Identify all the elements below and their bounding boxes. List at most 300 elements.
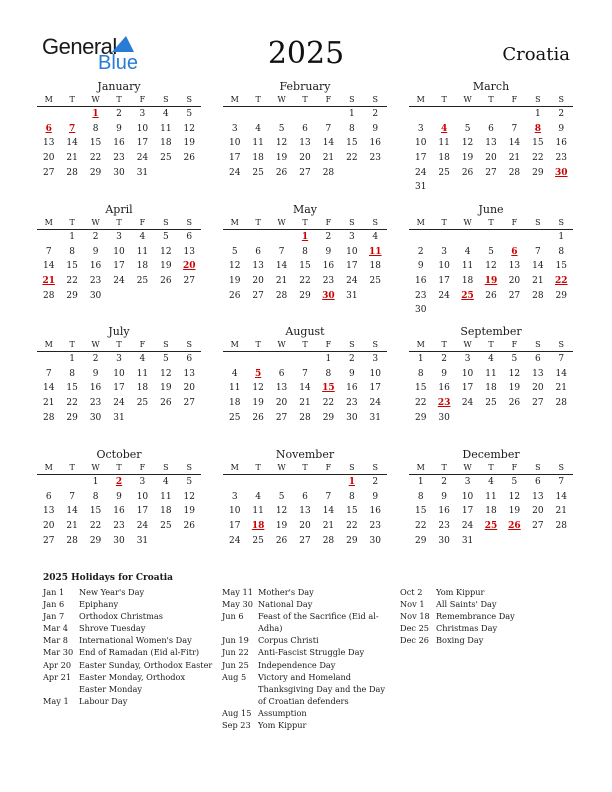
empty-day-cell — [270, 352, 293, 367]
day-cell: 19 — [183, 138, 195, 149]
weekday-label: T — [302, 95, 308, 104]
day-cell: 8 — [348, 123, 355, 134]
day-cell: 9 — [116, 491, 122, 502]
day-cell: 27 — [42, 167, 55, 178]
day-cell: 23 — [555, 153, 567, 164]
holiday-date: Jan 7 — [43, 611, 65, 622]
weekday-label: T — [488, 340, 494, 349]
holiday-item — [222, 659, 392, 671]
day-cell: 2 — [116, 109, 122, 119]
day-cell: 19 — [508, 506, 521, 517]
weekday-label: T — [255, 218, 261, 227]
day-cell: 9 — [348, 368, 355, 379]
holiday-day-cell: 1 — [348, 477, 355, 487]
day-cell: 14 — [508, 138, 521, 149]
empty-day-cell — [223, 107, 246, 122]
empty-day-cell — [270, 475, 293, 490]
day-cell: 19 — [275, 153, 288, 164]
day-cell: 8 — [69, 368, 75, 379]
weekday-header — [409, 94, 573, 107]
month-december — [409, 448, 573, 548]
holiday-item — [43, 659, 213, 671]
day-cell: 18 — [160, 506, 172, 517]
month-name: February — [279, 80, 331, 93]
weekday-header — [37, 217, 201, 230]
day-cell: 26 — [461, 167, 474, 178]
empty-day-cell — [526, 230, 549, 245]
day-cell: 13 — [275, 383, 288, 394]
day-cell: 18 — [252, 153, 264, 164]
month-name: January — [97, 80, 141, 93]
day-cell: 12 — [160, 246, 172, 257]
day-cell: 5 — [511, 477, 518, 487]
holiday-name: International Women's Day — [79, 635, 192, 646]
holiday-day-cell: 1 — [301, 232, 309, 242]
day-cell: 30 — [438, 535, 450, 546]
holiday-day-cell: 7 — [69, 123, 76, 134]
day-cell: 12 — [508, 491, 521, 502]
weekday-label: T — [441, 340, 447, 349]
day-cell: 28 — [66, 167, 78, 178]
holiday-item — [222, 707, 392, 719]
day-cell: 16 — [322, 261, 335, 272]
weekday-label: T — [69, 463, 75, 472]
day-cell: 22 — [299, 276, 311, 287]
day-grid — [409, 352, 573, 425]
day-cell: 13 — [42, 506, 55, 517]
holiday-date: Apr 20 — [43, 659, 72, 670]
day-cell: 25 — [438, 167, 450, 178]
holiday-name: Labour Day — [79, 695, 128, 706]
day-cell: 1 — [534, 109, 541, 119]
weekday-label: W — [277, 463, 286, 472]
weekday-label: W — [91, 95, 100, 104]
empty-day-cell — [37, 107, 60, 122]
day-cell: 11 — [136, 368, 149, 379]
day-cell: 21 — [275, 276, 288, 287]
holiday-name: Feast of the Sacrifice (Eid al-Adha) — [258, 611, 379, 634]
month-name: October — [96, 448, 142, 461]
day-cell: 29 — [89, 167, 102, 178]
country-title: Croatia — [502, 44, 570, 65]
day-cell: 24 — [113, 398, 125, 409]
day-cell: 17 — [136, 138, 149, 149]
day-cell: 3 — [231, 491, 238, 502]
day-cell: 13 — [532, 368, 544, 379]
weekday-label: W — [463, 463, 472, 472]
weekday-label: S — [535, 218, 541, 227]
weekday-label: S — [558, 218, 565, 227]
holiday-name: Independence Day — [258, 659, 336, 670]
day-cell: 26 — [183, 521, 195, 532]
day-cell: 1 — [558, 232, 565, 242]
day-cell: 3 — [417, 123, 424, 134]
day-cell: 4 — [231, 368, 238, 379]
day-cell: 12 — [160, 368, 172, 379]
holiday-date: Aug 5 — [222, 671, 247, 682]
day-cell: 1 — [69, 354, 75, 364]
weekday-header — [223, 217, 387, 230]
day-cell: 15 — [346, 138, 358, 149]
day-cell: 25 — [160, 521, 172, 532]
day-cell: 17 — [136, 506, 149, 517]
day-cell: 11 — [228, 383, 241, 394]
day-cell: 31 — [414, 182, 427, 193]
day-grid — [223, 475, 387, 548]
empty-day-cell — [37, 475, 60, 490]
generalblue-logo — [42, 34, 139, 74]
holiday-day-cell: 26 — [508, 521, 521, 532]
empty-day-cell — [503, 107, 526, 122]
weekday-label: T — [488, 463, 494, 472]
holiday-date: Jan 1 — [43, 587, 65, 597]
empty-day-cell — [246, 107, 269, 122]
month-august — [223, 325, 387, 425]
day-cell: 14 — [66, 506, 78, 517]
day-cell: 3 — [116, 232, 122, 242]
weekday-header — [223, 462, 387, 475]
holiday-name: Epiphany — [79, 599, 119, 610]
day-grid — [409, 107, 573, 195]
day-grid — [223, 352, 387, 425]
day-cell: 14 — [322, 506, 335, 517]
day-cell: 10 — [414, 138, 427, 149]
day-cell: 2 — [558, 109, 565, 119]
day-cell: 20 — [42, 153, 55, 164]
day-cell: 2 — [441, 477, 447, 487]
day-cell: 24 — [414, 167, 427, 178]
logo-general-text: General — [42, 34, 117, 59]
weekday-label: S — [372, 95, 379, 104]
day-cell: 19 — [275, 521, 288, 532]
holiday-item — [222, 671, 392, 707]
day-cell: 15 — [89, 506, 102, 517]
weekday-label: F — [139, 218, 146, 227]
empty-day-cell — [246, 352, 269, 367]
day-cell: 26 — [228, 290, 241, 301]
day-cell: 27 — [485, 167, 497, 178]
day-cell: 20 — [252, 276, 264, 287]
weekday-label: S — [372, 463, 379, 472]
empty-day-cell — [293, 107, 316, 122]
day-cell: 8 — [69, 246, 75, 257]
month-name: November — [275, 448, 335, 461]
weekday-label: F — [139, 463, 146, 472]
holiday-date: Dec 25 — [400, 623, 430, 634]
day-cell: 3 — [372, 354, 379, 364]
day-cell: 9 — [441, 368, 447, 379]
day-cell: 11 — [136, 246, 149, 257]
holiday-item — [43, 695, 213, 707]
month-may — [223, 203, 387, 303]
day-cell: 15 — [66, 261, 78, 272]
holiday-name: Remembrance Day — [436, 611, 515, 622]
holiday-item — [222, 646, 392, 658]
day-grid — [409, 230, 573, 318]
weekday-label: T — [302, 218, 308, 227]
day-cell: 27 — [42, 535, 55, 546]
empty-day-cell — [60, 475, 83, 490]
day-cell: 8 — [417, 491, 424, 502]
day-cell: 21 — [42, 398, 55, 409]
day-cell: 19 — [160, 261, 172, 272]
day-cell: 11 — [160, 123, 172, 134]
weekday-label: T — [116, 95, 122, 104]
empty-day-cell — [479, 107, 502, 122]
holiday-item — [400, 622, 570, 634]
day-cell: 19 — [508, 383, 521, 394]
day-cell: 20 — [275, 398, 288, 409]
day-cell: 22 — [322, 398, 335, 409]
day-cell: 21 — [322, 153, 335, 164]
day-cell: 2 — [92, 232, 99, 242]
weekday-header — [409, 462, 573, 475]
holiday-name: National Day — [258, 599, 313, 610]
day-cell: 7 — [534, 246, 541, 257]
day-cell: 14 — [299, 383, 311, 394]
day-cell: 10 — [113, 246, 125, 257]
day-cell: 30 — [346, 412, 358, 423]
day-cell: 15 — [532, 138, 544, 149]
day-cell: 21 — [508, 153, 521, 164]
weekday-label: S — [163, 95, 169, 104]
day-cell: 13 — [252, 261, 264, 272]
day-cell: 3 — [441, 246, 447, 257]
day-cell: 27 — [532, 521, 544, 532]
holiday-date: Jun 6 — [222, 611, 244, 622]
day-cell: 20 — [183, 383, 195, 394]
day-cell: 16 — [414, 276, 427, 287]
day-cell: 15 — [414, 506, 427, 517]
day-cell: 10 — [136, 123, 149, 134]
day-cell: 30 — [113, 167, 125, 178]
day-cell: 26 — [252, 412, 264, 423]
holiday-date: Jun 19 — [222, 635, 249, 646]
day-cell: 23 — [113, 521, 125, 532]
day-cell: 10 — [228, 138, 241, 149]
weekday-label: T — [302, 340, 308, 349]
day-cell: 11 — [438, 138, 450, 149]
holiday-day-cell: 5 — [255, 368, 262, 379]
holiday-name: Assumption — [258, 707, 307, 718]
day-cell: 26 — [275, 167, 288, 178]
day-cell: 23 — [414, 290, 427, 301]
weekday-label: M — [230, 463, 239, 472]
empty-day-cell — [246, 475, 269, 490]
holiday-item — [43, 634, 213, 646]
day-cell: 4 — [488, 477, 494, 487]
holidays-title: 2025 Holidays for Croatia — [43, 573, 173, 583]
empty-day-cell — [479, 230, 502, 245]
weekday-label: T — [255, 463, 261, 472]
weekday-label: W — [91, 340, 100, 349]
month-name: June — [478, 203, 504, 216]
day-cell: 22 — [66, 276, 78, 287]
holiday-date: Dec 26 — [400, 635, 430, 646]
empty-day-cell — [37, 352, 60, 367]
day-cell: 3 — [139, 109, 146, 119]
weekday-label: M — [416, 95, 425, 104]
day-cell: 15 — [346, 506, 358, 517]
month-september — [409, 325, 573, 425]
holiday-item — [43, 622, 213, 634]
day-cell: 16 — [438, 506, 450, 517]
day-grid — [409, 475, 573, 548]
holiday-date: Mar 4 — [43, 623, 68, 634]
day-cell: 30 — [89, 290, 102, 301]
day-cell: 5 — [488, 246, 494, 257]
day-cell: 4 — [162, 477, 169, 487]
weekday-label: M — [416, 340, 425, 349]
weekday-header — [37, 339, 201, 352]
empty-day-cell — [37, 230, 60, 245]
day-cell: 27 — [299, 167, 311, 178]
holiday-item — [43, 610, 213, 622]
day-cell: 20 — [508, 276, 521, 287]
day-cell: 21 — [299, 398, 311, 409]
day-cell: 15 — [66, 383, 78, 394]
day-cell: 10 — [438, 261, 450, 272]
weekday-label: T — [488, 218, 494, 227]
weekday-label: S — [535, 463, 541, 472]
weekday-label: S — [186, 463, 193, 472]
empty-day-cell — [270, 107, 293, 122]
day-cell: 12 — [485, 261, 497, 272]
holiday-date: Sep 23 — [222, 720, 251, 731]
holiday-column — [222, 586, 392, 731]
weekday-header — [409, 217, 573, 230]
day-cell: 9 — [325, 246, 332, 257]
day-cell: 11 — [160, 491, 172, 502]
day-cell: 11 — [252, 506, 264, 517]
day-cell: 6 — [278, 368, 285, 379]
day-cell: 4 — [139, 354, 146, 364]
day-cell: 23 — [346, 398, 358, 409]
day-cell: 19 — [160, 383, 172, 394]
month-march — [409, 80, 573, 195]
logo-triangle-icon — [112, 36, 134, 52]
day-cell: 13 — [183, 368, 195, 379]
holiday-column — [43, 586, 213, 707]
holiday-day-cell: 6 — [45, 123, 52, 134]
weekday-header — [223, 94, 387, 107]
day-cell: 17 — [461, 506, 474, 517]
day-cell: 5 — [511, 354, 518, 364]
day-cell: 13 — [299, 506, 311, 517]
weekday-label: T — [69, 218, 75, 227]
day-cell: 9 — [441, 491, 447, 502]
day-cell: 9 — [116, 123, 122, 134]
weekday-header — [37, 462, 201, 475]
weekday-label: S — [186, 340, 193, 349]
day-cell: 11 — [461, 261, 474, 272]
day-cell: 23 — [89, 398, 102, 409]
day-cell: 1 — [417, 354, 424, 364]
month-february — [223, 80, 387, 180]
day-cell: 5 — [231, 246, 238, 257]
day-cell: 10 — [346, 246, 358, 257]
day-cell: 14 — [42, 261, 55, 272]
day-cell: 6 — [488, 123, 494, 134]
day-cell: 12 — [228, 261, 241, 272]
day-cell: 14 — [555, 368, 567, 379]
day-cell: 28 — [275, 290, 288, 301]
day-cell: 6 — [186, 354, 193, 364]
day-cell: 4 — [255, 491, 261, 502]
weekday-label: S — [558, 340, 565, 349]
day-cell: 20 — [42, 521, 55, 532]
day-cell: 9 — [558, 123, 565, 134]
day-cell: 30 — [438, 412, 450, 423]
empty-day-cell — [317, 475, 340, 490]
day-cell: 18 — [228, 398, 241, 409]
day-cell: 31 — [113, 412, 125, 423]
day-cell: 4 — [162, 109, 169, 119]
day-cell: 5 — [186, 109, 193, 119]
weekday-label: F — [511, 463, 518, 472]
day-cell: 24 — [461, 521, 474, 532]
weekday-label: W — [463, 340, 472, 349]
holiday-name: Mother's Day — [258, 587, 314, 597]
weekday-label: S — [163, 340, 169, 349]
day-cell: 25 — [136, 276, 149, 287]
holiday-item — [43, 671, 213, 695]
day-cell: 21 — [322, 521, 335, 532]
weekday-label: F — [325, 95, 332, 104]
day-cell: 14 — [532, 261, 544, 272]
day-cell: 4 — [488, 354, 494, 364]
day-cell: 12 — [275, 138, 288, 149]
day-cell: 23 — [438, 521, 450, 532]
day-cell: 18 — [136, 383, 149, 394]
day-cell: 27 — [275, 412, 288, 423]
day-cell: 29 — [414, 535, 427, 546]
day-cell: 23 — [369, 153, 381, 164]
empty-day-cell — [223, 230, 246, 245]
day-cell: 1 — [417, 477, 424, 487]
day-cell: 16 — [369, 506, 381, 517]
empty-day-cell — [60, 107, 83, 122]
day-cell: 23 — [89, 276, 102, 287]
day-cell: 3 — [464, 477, 471, 487]
day-cell: 19 — [461, 153, 474, 164]
day-cell: 22 — [346, 521, 358, 532]
weekday-label: S — [186, 95, 193, 104]
day-cell: 2 — [417, 246, 424, 257]
weekday-label: T — [255, 340, 261, 349]
day-cell: 2 — [325, 232, 332, 242]
holiday-date: Oct 2 — [400, 587, 423, 597]
day-cell: 7 — [69, 491, 75, 502]
holiday-date: May 30 — [222, 599, 253, 610]
weekday-label: W — [277, 95, 286, 104]
weekday-label: M — [230, 218, 239, 227]
weekday-label: F — [511, 340, 518, 349]
day-cell: 13 — [485, 138, 497, 149]
holiday-day-cell: 15 — [322, 383, 335, 394]
weekday-label: S — [186, 218, 193, 227]
day-cell: 24 — [346, 276, 358, 287]
day-cell: 5 — [278, 491, 285, 502]
weekday-label: W — [277, 218, 286, 227]
day-cell: 13 — [532, 491, 544, 502]
day-cell: 25 — [252, 535, 264, 546]
day-cell: 22 — [414, 521, 427, 532]
day-cell: 23 — [322, 276, 335, 287]
day-cell: 17 — [438, 276, 450, 287]
holiday-item — [222, 586, 392, 598]
day-cell: 6 — [302, 123, 308, 134]
